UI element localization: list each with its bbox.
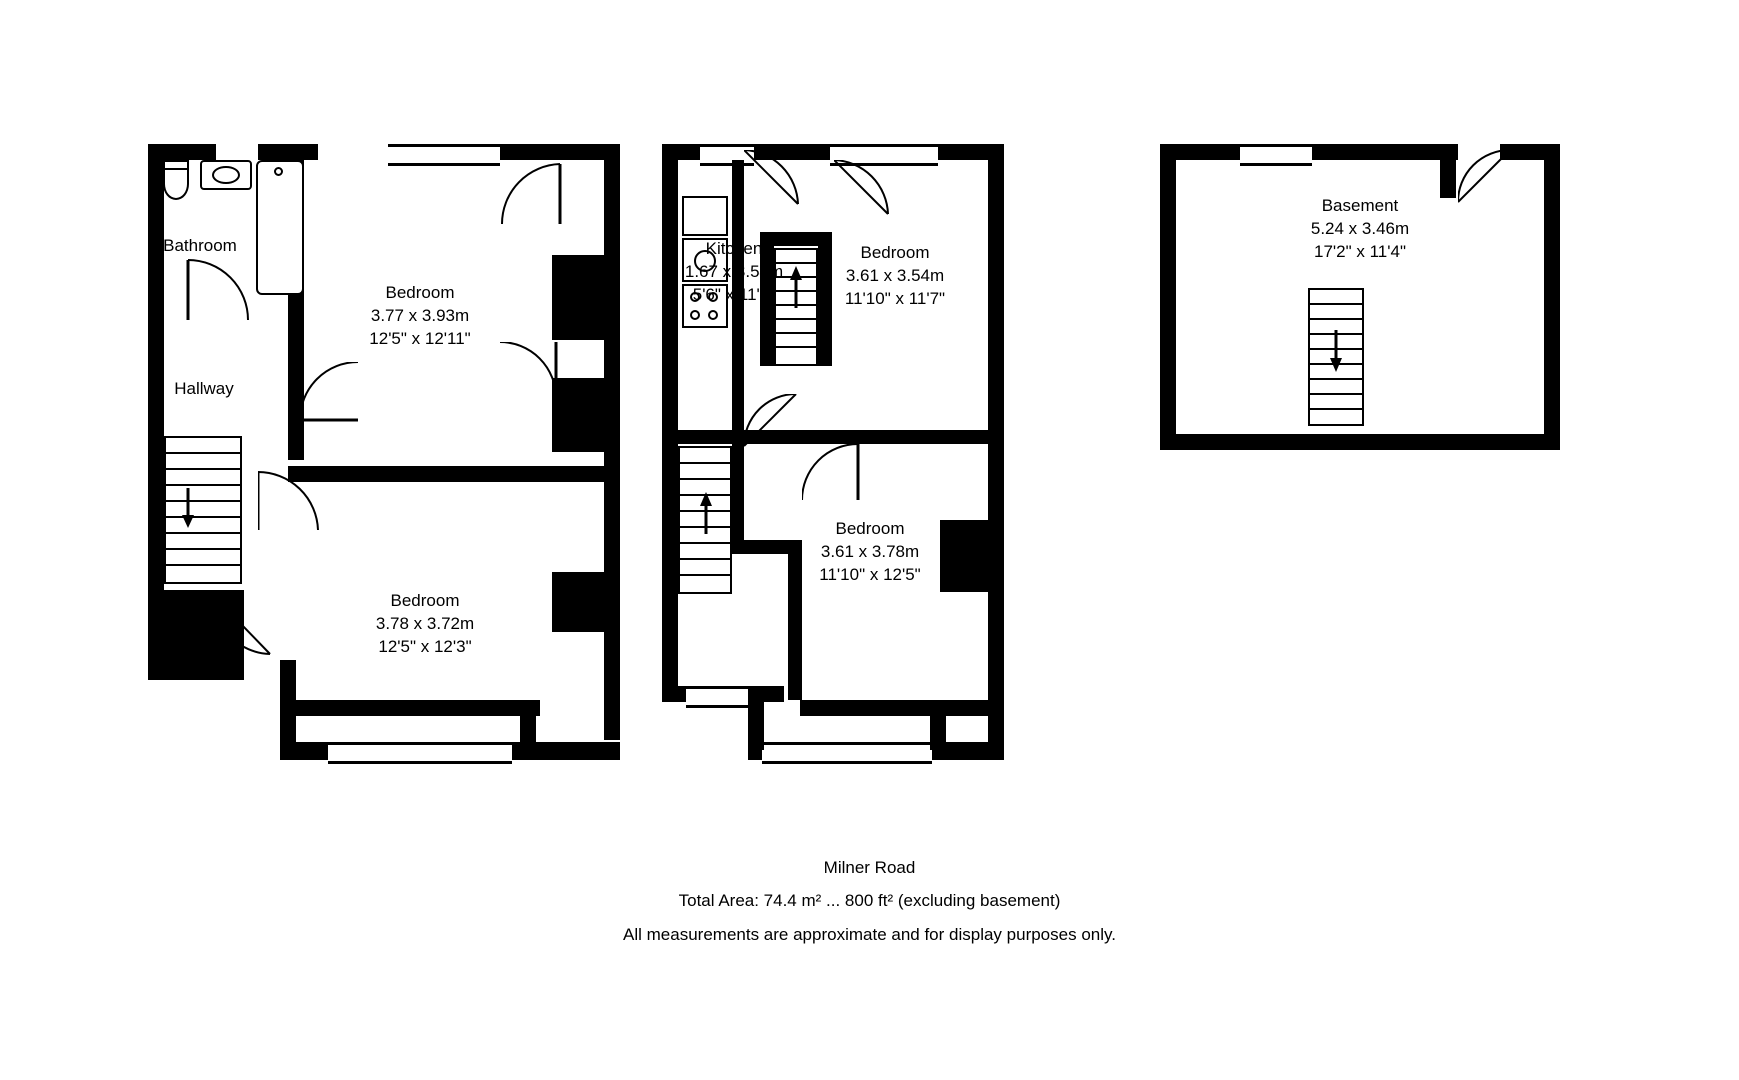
bathtub-icon: [256, 160, 304, 295]
room-dimension-metric: 3.77 x 3.93m: [370, 305, 470, 325]
bathtub-tap-icon: [274, 167, 283, 176]
stair-step: [164, 548, 242, 550]
room-name: Bedroom: [835, 519, 905, 538]
room-name: Bathroom: [163, 236, 237, 255]
stair-step: [164, 516, 242, 518]
stair-up-arrow-icon-2: [698, 492, 714, 534]
room-name: Kitchen: [705, 239, 763, 258]
ground-floor-plan: [640, 0, 1120, 780]
room-label-hallway: [124, 378, 284, 401]
room-dimension-imperial: 11'10" x 12'5": [819, 564, 921, 584]
basement-floor-plan: [1120, 0, 1620, 480]
window-bay: [328, 742, 512, 764]
room-name: Bedroom: [385, 283, 455, 302]
wall-hall-right: [732, 444, 744, 554]
toilet-cistern-icon: [163, 160, 189, 170]
door-kitchen[interactable]: [744, 150, 800, 206]
wall-right-jog-top: [552, 255, 604, 340]
wall-right: [1544, 144, 1560, 450]
room-name: Bedroom: [860, 243, 930, 262]
wall-top-2: [258, 144, 318, 160]
staircase: [164, 436, 242, 584]
door-hallway-bedroom2[interactable]: [258, 470, 320, 532]
stair-step: [1308, 393, 1364, 395]
stair-down-arrow-icon: [1328, 330, 1344, 372]
wall-right-jog-mid: [552, 378, 604, 452]
room-dimension-imperial: 12'5" x 12'11": [369, 328, 471, 348]
wall-bottom: [1160, 434, 1560, 450]
stair-step: [1308, 378, 1364, 380]
stair-step: [678, 478, 732, 480]
stair-step: [678, 574, 732, 576]
room-label-bedroom-3: [795, 242, 995, 310]
room-dimension-metric: 3.61 x 3.54m: [845, 265, 945, 285]
room-label-basement: [1250, 195, 1470, 263]
window-bay-bottom: [762, 742, 932, 764]
wall-top-3: [500, 144, 620, 160]
stair-step: [774, 332, 818, 334]
stair-step: [1308, 408, 1364, 410]
room-name: Bedroom: [390, 591, 460, 610]
toilet-icon: [163, 168, 189, 200]
counter-icon: [682, 196, 728, 236]
stair-step: [164, 452, 242, 454]
footer-address: Milner Road: [823, 858, 916, 877]
stair-step: [678, 542, 732, 544]
wall-kitchen-low: [662, 430, 744, 444]
door-bedroom-lower[interactable]: [802, 444, 860, 502]
room-name: Basement: [1321, 196, 1399, 215]
wall-left: [662, 144, 678, 700]
room-name: Hallway: [174, 379, 234, 398]
door-hall-lower[interactable]: [744, 394, 798, 448]
window-top: [388, 144, 500, 166]
wall-stub-top: [1440, 150, 1456, 198]
wall-bay-diag-right: [930, 700, 946, 750]
room-label-bedroom-2: [325, 590, 525, 658]
stair-step: [774, 346, 818, 348]
stair-step: [164, 484, 242, 486]
room-label-bedroom-4: [770, 518, 970, 586]
room-dimension-metric: 3.78 x 3.72m: [375, 613, 475, 633]
room-label-bedroom-1: [320, 282, 520, 350]
hob-ring-icon: [690, 310, 700, 320]
stair-step: [164, 532, 242, 534]
sink-basin-icon: [212, 166, 240, 184]
window-top: [1240, 144, 1312, 166]
stair-step: [678, 558, 732, 560]
room-dimension-imperial: 17'2" x 11'4": [1314, 241, 1406, 261]
hob-ring-icon: [708, 310, 718, 320]
stair-step: [164, 468, 242, 470]
wall-bottom-seg: [288, 700, 538, 716]
wall-bottom-left: [662, 686, 686, 702]
room-dimension-metric: 3.61 x 3.78m: [820, 541, 920, 561]
door-bedroom1-side[interactable]: [500, 342, 558, 400]
door-hallway-bedroom1[interactable]: [300, 362, 360, 422]
stair-step: [774, 318, 818, 320]
wall-top-mid: [1312, 144, 1458, 160]
footer-total-area: Total Area: 74.4 m² ... 800 ft² (excluding basement): [678, 891, 1061, 910]
room-dimension-imperial: 5'6" x 11'7": [692, 284, 776, 304]
room-dimension-metric: 5.24 x 3.46m: [1310, 218, 1410, 238]
wall-right: [988, 144, 1004, 744]
stair-step: [678, 462, 732, 464]
stair-step: [1308, 303, 1364, 305]
room-dimension-metric: 1.67 x 3.54m: [684, 261, 784, 281]
wall-right: [604, 144, 620, 740]
stair-step: [164, 500, 242, 502]
window-bottom-left: [686, 686, 748, 708]
wall-bay-diag-left: [748, 700, 764, 750]
wall-bottom-bay-seg: [800, 700, 990, 716]
stair-step: [1308, 318, 1364, 320]
wall-left: [1160, 144, 1176, 450]
room-dimension-imperial: 12'5" x 12'3": [378, 636, 472, 656]
footer-disclaimer: All measurements are approximate and for display purposes only.: [623, 925, 1116, 944]
room-label-bathroom: [120, 235, 280, 258]
stair-step: [164, 564, 242, 566]
door-entry[interactable]: [210, 594, 272, 656]
wall-right-jog-low: [552, 572, 604, 632]
room-dimension-imperial: 11'10" x 11'7": [844, 288, 946, 308]
wall-mid: [288, 466, 604, 482]
door-bedroom1-top[interactable]: [500, 162, 562, 226]
first-floor-plan: [0, 0, 640, 760]
door-bedroom-upper[interactable]: [834, 160, 890, 216]
stair-down-arrow-icon: [180, 488, 196, 528]
door-bathroom[interactable]: [186, 258, 250, 322]
